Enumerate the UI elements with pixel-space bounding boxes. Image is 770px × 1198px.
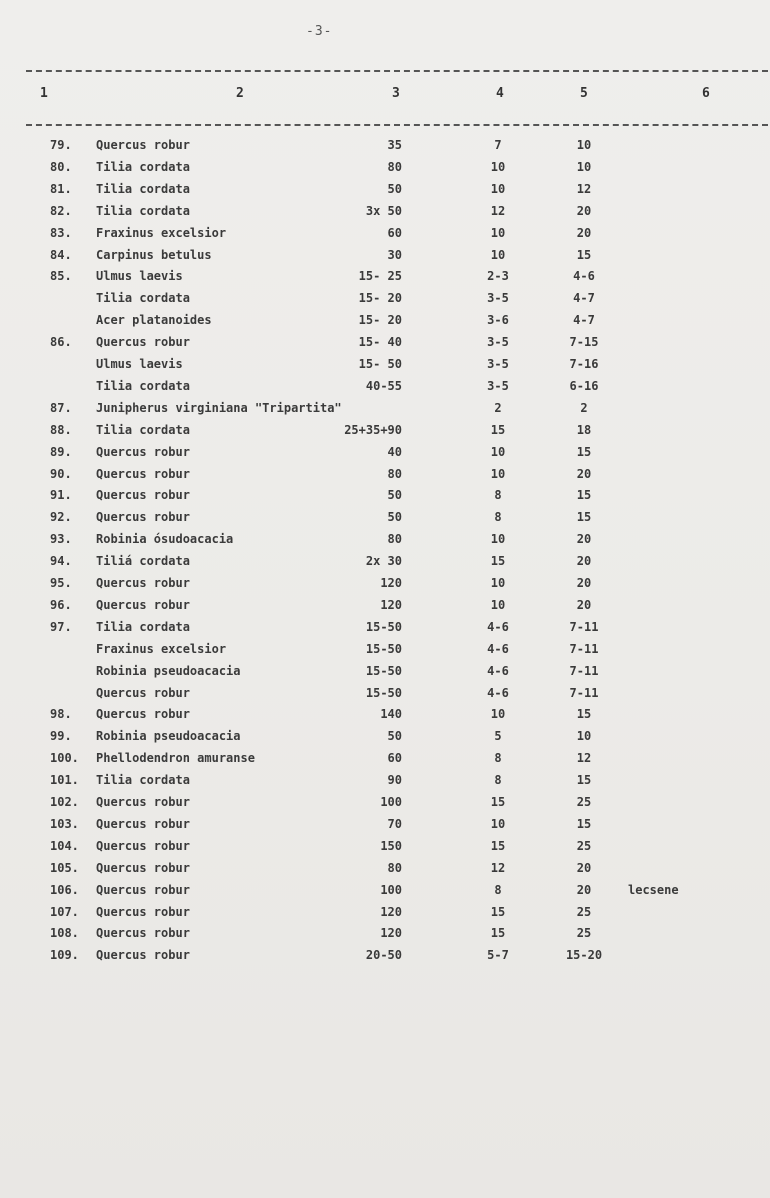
row-number: 104.: [50, 838, 79, 853]
species-name: Ulmus laevis: [96, 357, 183, 371]
column-header-1: 1: [40, 86, 48, 101]
table-row: [0, 248, 770, 268]
species-name: Tilia cordata: [96, 291, 190, 306]
species-name: Robinia pseudoacacia: [96, 729, 241, 744]
table-row: [0, 138, 770, 158]
trunk-diameter: 15- 20: [358, 291, 402, 306]
row-number: 109.: [50, 948, 79, 963]
species-name: Quercus robur: [96, 860, 190, 875]
column-header-3: 3: [392, 86, 400, 101]
tree-height: 4-6: [487, 663, 509, 678]
tree-height: 10: [490, 576, 506, 590]
crown-width: 20: [576, 225, 592, 240]
table-row: [0, 313, 770, 333]
tree-height: 3-5: [487, 378, 509, 393]
trunk-diameter: 50: [387, 729, 402, 744]
crown-width: 10: [576, 729, 592, 744]
crown-width: 25: [576, 795, 592, 809]
trunk-diameter: 15- 40: [358, 335, 402, 350]
crown-width: 15: [576, 488, 592, 503]
trunk-diameter: 35: [387, 138, 402, 152]
table-row: [0, 445, 770, 465]
species-name: Tilia cordata: [96, 422, 190, 437]
table-row: [0, 664, 770, 684]
row-number: 101.: [50, 773, 79, 788]
column-header-2: 2: [236, 86, 244, 101]
table-row: [0, 379, 770, 399]
table-row: [0, 620, 770, 640]
crown-width: 18: [576, 422, 592, 437]
table-row: [0, 488, 770, 508]
tree-height: 10: [490, 225, 506, 240]
species-name: Quercus robur: [96, 838, 190, 853]
table-row: [0, 467, 770, 487]
crown-width: 15: [576, 707, 592, 722]
species-name: Tilia cordata: [96, 203, 190, 218]
table-row: [0, 883, 770, 903]
species-name: Quercus robur: [96, 795, 190, 809]
tree-height: 12: [490, 203, 506, 218]
table-row: [0, 839, 770, 859]
tree-height: 10: [490, 597, 506, 612]
crown-width: 20: [576, 576, 592, 590]
trunk-diameter: 50: [387, 488, 402, 503]
tree-height: 10: [490, 707, 506, 722]
row-number: 108.: [50, 926, 79, 941]
trunk-diameter: 70: [387, 816, 402, 831]
tree-height: 10: [490, 816, 506, 831]
species-name: Quercus robur: [96, 510, 190, 525]
table-row: [0, 795, 770, 815]
tree-height: 2: [494, 400, 502, 415]
tree-height: 15: [490, 795, 506, 809]
row-number: 106.: [50, 882, 79, 897]
tree-height: 15: [490, 554, 506, 569]
species-name: Tilia cordata: [96, 378, 190, 393]
crown-width: 20: [576, 532, 592, 547]
table-row: [0, 729, 770, 749]
tree-height: 8: [494, 882, 502, 897]
column-header-6: 6: [702, 86, 710, 101]
species-name: Quercus robur: [96, 707, 190, 722]
tree-height: 5: [494, 729, 502, 744]
crown-width: 7-11: [569, 641, 599, 656]
crown-width: 7-11: [569, 663, 599, 678]
trunk-diameter: 2x 30: [365, 554, 402, 569]
row-number: 102.: [50, 795, 79, 809]
trunk-diameter: 90: [387, 773, 402, 788]
tree-height: 8: [494, 773, 502, 788]
row-number: 85.: [50, 269, 72, 284]
tree-height: 3-6: [487, 313, 509, 328]
row-number: 87.: [50, 400, 72, 415]
row-number: 92.: [50, 510, 72, 525]
crown-width: 4-6: [573, 269, 595, 284]
tree-height: 8: [494, 751, 502, 766]
crown-width: 7-15: [569, 335, 599, 350]
crown-width: 15: [576, 247, 592, 262]
species-name: Quercus robur: [96, 685, 190, 700]
trunk-diameter: 120: [380, 904, 402, 919]
table-row: [0, 817, 770, 837]
crown-width: 2: [580, 400, 588, 415]
crown-width: 20: [576, 466, 592, 481]
crown-width: 10: [576, 159, 592, 174]
species-name: Quercus robur: [96, 335, 190, 350]
species-name: Quercus robur: [96, 816, 190, 831]
row-number: 107.: [50, 904, 79, 919]
trunk-diameter: 20-50: [365, 948, 402, 963]
crown-width: 6-16: [569, 378, 599, 393]
crown-width: 12: [576, 181, 592, 196]
tree-height: 3-5: [487, 291, 509, 306]
row-number: 94.: [50, 554, 72, 569]
trunk-diameter: 15- 20: [358, 313, 402, 328]
column-header-4: 4: [496, 86, 504, 101]
row-number: 103.: [50, 816, 79, 831]
species-name: Tilia cordata: [96, 159, 190, 174]
species-name: Acer platanoides: [96, 313, 212, 328]
row-number: 86.: [50, 335, 72, 350]
species-name: Quercus robur: [96, 488, 190, 503]
table-row: [0, 598, 770, 618]
species-name: Tilia cordata: [96, 619, 190, 634]
tree-height: 7: [494, 138, 502, 152]
species-name: Quercus robur: [96, 466, 190, 481]
species-name: Ulmus laevis: [96, 269, 183, 284]
crown-width: 4-7: [573, 291, 595, 306]
trunk-diameter: 40: [387, 444, 402, 459]
tree-height: 5-7: [487, 948, 509, 963]
tree-height: 10: [490, 247, 506, 262]
row-number: 99.: [50, 729, 72, 744]
tree-height: 4-6: [487, 641, 509, 656]
trunk-diameter: 140: [380, 707, 402, 722]
row-number: 100.: [50, 751, 79, 766]
row-number: 81.: [50, 181, 72, 196]
tree-height: 4-6: [487, 619, 509, 634]
notes: lecsene: [628, 882, 679, 897]
species-name: Quercus robur: [96, 904, 190, 919]
crown-width: 12: [576, 751, 592, 766]
species-name: Quercus robur: [96, 926, 190, 941]
table-row: [0, 751, 770, 771]
trunk-diameter: 15-50: [365, 685, 402, 700]
table-row: [0, 226, 770, 246]
row-number: 83.: [50, 225, 72, 240]
trunk-diameter: 30: [387, 247, 402, 262]
row-number: 93.: [50, 532, 72, 547]
table-row: [0, 686, 770, 706]
tree-height: 4-6: [487, 685, 509, 700]
row-number: 84.: [50, 247, 72, 262]
tree-height: 8: [494, 488, 502, 503]
trunk-diameter: 80: [387, 159, 402, 174]
trunk-diameter: 50: [387, 181, 402, 196]
row-number: 90.: [50, 466, 72, 481]
trunk-diameter: 15-50: [365, 619, 402, 634]
crown-width: 20: [576, 860, 592, 875]
species-name: Quercus robur: [96, 444, 190, 459]
species-name: Carpinus betulus: [96, 247, 212, 262]
species-name: Tilia cordata: [96, 181, 190, 196]
species-name: Robinia ósudoacacia: [96, 532, 234, 547]
table-row: [0, 905, 770, 925]
trunk-diameter: 60: [387, 225, 402, 240]
tree-height: 10: [490, 466, 506, 481]
species-name: Quercus robur: [96, 597, 190, 612]
table-row: [0, 423, 770, 443]
species-name: Quercus robur: [96, 138, 190, 152]
trunk-diameter: 40-55: [365, 378, 402, 393]
crown-width: 25: [576, 904, 592, 919]
trunk-diameter: 15- 50: [358, 357, 402, 371]
species-name: Junipherus virginiana "Tripartita": [96, 400, 342, 415]
tree-height: 10: [490, 159, 506, 174]
tree-height: 10: [490, 532, 506, 547]
table-row: [0, 554, 770, 574]
trunk-diameter: 50: [387, 510, 402, 525]
trunk-diameter: 3x 50: [365, 203, 402, 218]
crown-width: 4-7: [573, 313, 595, 328]
crown-width: 7-11: [569, 619, 599, 634]
trunk-diameter: 120: [380, 597, 402, 612]
trunk-diameter: 100: [380, 795, 402, 809]
trunk-diameter: 150: [380, 838, 402, 853]
table-row: [0, 182, 770, 202]
tree-height: 2-3: [487, 269, 509, 284]
crown-width: 25: [576, 926, 592, 941]
row-number: 82.: [50, 203, 72, 218]
crown-width: 15-20: [565, 948, 603, 963]
trunk-diameter: 15-50: [365, 641, 402, 656]
table-row: [0, 948, 770, 968]
species-name: Quercus robur: [96, 948, 190, 963]
trunk-diameter: 25+35+90: [344, 422, 402, 437]
crown-width: 20: [576, 203, 592, 218]
table-row: [0, 773, 770, 793]
crown-width: 15: [576, 816, 592, 831]
column-header-5: 5: [580, 86, 588, 101]
crown-width: 7-11: [569, 685, 599, 700]
row-number: 98.: [50, 707, 72, 722]
table-row: [0, 204, 770, 224]
row-number: 80.: [50, 159, 72, 174]
row-number: 79.: [50, 138, 72, 152]
crown-width: 20: [576, 554, 592, 569]
tree-height: 3-5: [487, 335, 509, 350]
tree-height: 8: [494, 510, 502, 525]
crown-width: 20: [576, 597, 592, 612]
table-row: [0, 707, 770, 727]
tree-height: 15: [490, 926, 506, 941]
trunk-diameter: 120: [380, 926, 402, 941]
table-row: [0, 642, 770, 662]
row-number: 96.: [50, 597, 72, 612]
tree-height: 15: [490, 422, 506, 437]
crown-width: 20: [576, 882, 592, 897]
species-name: Phellodendron amuranse: [96, 751, 255, 766]
row-number: 97.: [50, 619, 72, 634]
row-number: 89.: [50, 444, 72, 459]
crown-width: 15: [576, 773, 592, 788]
tree-height: 3-5: [487, 357, 509, 371]
tree-height: 15: [490, 904, 506, 919]
table-row: [0, 335, 770, 355]
table-row: [0, 532, 770, 552]
species-name: Fraxinus excelsior: [96, 225, 227, 240]
crown-width: 7-16: [569, 357, 599, 371]
tree-height: 15: [490, 838, 506, 853]
crown-width: 25: [576, 838, 592, 853]
trunk-diameter: 80: [387, 466, 402, 481]
species-name: Robinia pseudoacacia: [96, 663, 241, 678]
tree-height: 10: [490, 181, 506, 196]
crown-width: 15: [576, 444, 592, 459]
species-name: Fraxinus excelsior: [96, 641, 227, 656]
table-row: [0, 861, 770, 881]
table-row: [0, 401, 770, 421]
page-number: -3-: [306, 24, 333, 39]
table-row: [0, 510, 770, 530]
crown-width: 10: [576, 138, 592, 152]
table-row: [0, 160, 770, 180]
row-number: 105.: [50, 860, 79, 875]
species-name: Tilia cordata: [96, 773, 190, 788]
trunk-diameter: 80: [387, 860, 402, 875]
trunk-diameter: 120: [380, 576, 402, 590]
species-name: Quercus robur: [96, 576, 190, 590]
trunk-diameter: 100: [380, 882, 402, 897]
species-name: Quercus robur: [96, 882, 190, 897]
trunk-diameter: 80: [387, 532, 402, 547]
species-name: Tiliá cordata: [96, 554, 190, 569]
tree-height: 10: [490, 444, 506, 459]
tree-height: 12: [490, 860, 506, 875]
crown-width: 15: [576, 510, 592, 525]
table-row: [0, 357, 770, 377]
row-number: 88.: [50, 422, 72, 437]
trunk-diameter: 15- 25: [358, 269, 402, 284]
row-number: 95.: [50, 576, 72, 590]
trunk-diameter: 15-50: [365, 663, 402, 678]
table-row: [0, 269, 770, 289]
table-row: [0, 576, 770, 596]
table-row: [0, 291, 770, 311]
trunk-diameter: 60: [387, 751, 402, 766]
table-row: [0, 926, 770, 946]
row-number: 91.: [50, 488, 72, 503]
